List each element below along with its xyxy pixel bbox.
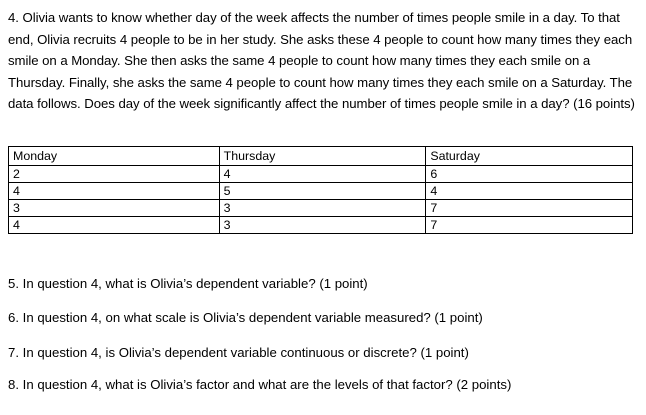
question-4-text: 4. Olivia wants to know whether day of the week affects the number of times people smile in a day. To that end, Olivia recruits 4 people to be in her study. She asks these 4 people to count how many times they each smile on a Monday. She then asks the same 4 people to count how many times they each smile on a Thursday. Finally, she asks the same 4 people to count how many times they each smile on a Saturday. The data follows. Does day of the week significantly affect the number of times people smile in a day? (16 points) [8,10,635,112]
table-cell: 5 [219,183,426,200]
table-cell: 3 [219,200,426,217]
table-row [9,183,633,200]
table-row [9,217,633,234]
table-row [9,166,633,183]
table-cell: 6 [426,166,633,183]
header-thursday: Thursday [219,147,426,166]
table-cell: 4 [426,183,633,200]
table-cell: 3 [9,200,220,217]
table-cell: 4 [9,217,220,234]
table-cell: 7 [426,217,633,234]
table-cell: 2 [9,166,220,183]
table-cell: 4 [219,166,426,183]
header-monday: Monday [9,147,220,166]
question-6-text: 6. In question 4, on what scale is Olivia’s dependent variable measured? (1 point) [8,310,483,325]
table-cell: 3 [219,217,426,234]
table-cell: 7 [426,200,633,217]
question-5-text: 5. In question 4, what is Olivia’s dependent variable? (1 point) [8,276,368,291]
smile-count-table [8,146,633,234]
table-header-row [9,147,633,166]
header-saturday: Saturday [426,147,633,166]
question-8-text: 8. In question 4, what is Olivia’s factor and what are the levels of that factor? (2 points) [8,377,512,392]
table-row [9,200,633,217]
table-cell: 4 [9,183,220,200]
question-7-text: 7. In question 4, is Olivia’s dependent variable continuous or discrete? (1 point) [8,345,469,360]
